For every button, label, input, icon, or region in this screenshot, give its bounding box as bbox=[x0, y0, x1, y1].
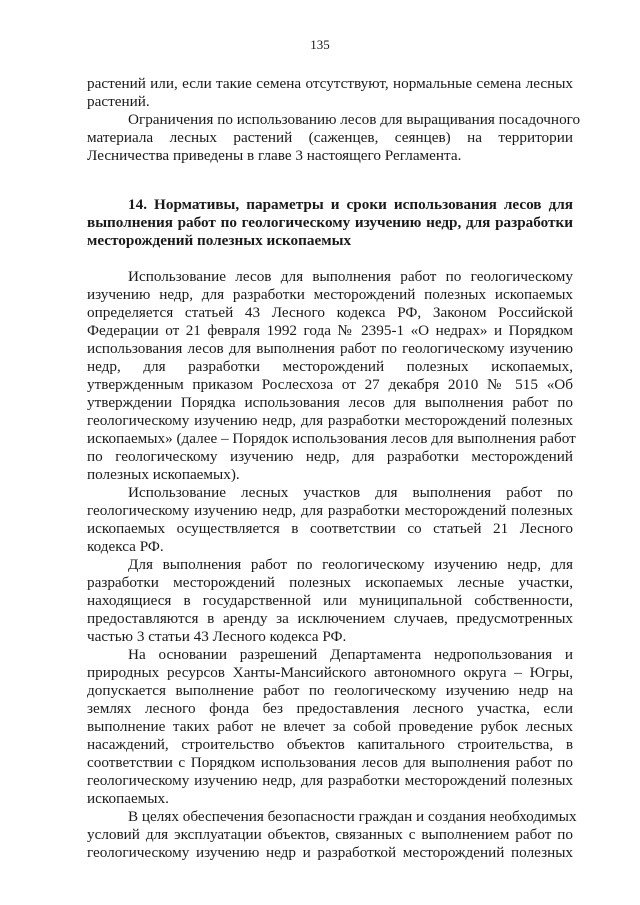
text-line: изучению недр, для разработки месторождений полезных ископаемых bbox=[87, 286, 573, 303]
text-line: Использование лесов для выполнения работ по геологическому bbox=[128, 268, 573, 285]
text-line: частью 3 статьи 43 Лесного кодекса РФ. bbox=[87, 628, 347, 645]
text-line: Для выполнения работ по геологическому изучению недр, для bbox=[128, 556, 573, 573]
text-line: материала лесных растений (саженцев, сеянцев) на территории bbox=[87, 129, 573, 146]
text-line: геологическому изучению недр и разработкой месторождений полезных bbox=[87, 844, 573, 861]
text-line: утверждении Порядка использования лесов для выполнения работ по bbox=[87, 394, 573, 411]
text-line: выполнение таких работ не влечет за собой проведение рубок лесных bbox=[87, 718, 573, 735]
text-line: полезных ископаемых). bbox=[87, 466, 240, 483]
text-line: использования лесов для выполнения работ по геологическому изучению bbox=[87, 340, 573, 357]
text-line: соответствии с Порядком использования лесов для выполнения работ по bbox=[87, 754, 573, 771]
text-line: Федерации от 21 февраля 1992 года № 2395-1 «О недрах» и Порядком bbox=[87, 322, 573, 339]
text-line: находящиеся в государственной или муниципальной собственности, bbox=[87, 592, 573, 609]
text-line: землях лесного фонда без предоставления лесного участка, если bbox=[87, 700, 573, 717]
text-line: Использование лесных участков для выполнения работ по bbox=[128, 484, 573, 501]
text-line: ископаемых. bbox=[87, 790, 169, 807]
text-line: геологическому изучению недр, для разработки месторождений полезных bbox=[87, 502, 573, 519]
section-heading-line: месторождений полезных ископаемых bbox=[87, 232, 352, 249]
text-line: предоставляются в аренду за исключением случаев, предусмотренных bbox=[87, 610, 573, 627]
text-line: ископаемых» (далее – Порядок использования лесов для выполнения работ bbox=[87, 430, 576, 447]
section-heading-line: 14. Нормативы, параметры и сроки использования лесов для bbox=[128, 196, 573, 213]
text-line: В целях обеспечения безопасности граждан и создания необходимых bbox=[128, 808, 577, 825]
text-line: растений. bbox=[87, 93, 150, 110]
text-line: Ограничения по использованию лесов для выращивания посадочного bbox=[128, 111, 581, 128]
text-line: Лесничества приведены в главе 3 настоящего Регламента. bbox=[87, 147, 462, 164]
section-heading-line: выполнения работ по геологическому изучению недр, для разработки bbox=[87, 214, 573, 231]
text-line: разработки месторождений полезных ископаемых лесные участки, bbox=[87, 574, 573, 591]
text-line: условий для эксплуатации объектов, связанных с выполнением работ по bbox=[87, 826, 573, 843]
text-line: На основании разрешений Департамента недропользования и bbox=[128, 646, 573, 663]
text-line: допускается выполнение работ по геологическому изучению недр на bbox=[87, 682, 573, 699]
text-line: ископаемых осуществляется в соответствии со статьей 21 Лесного bbox=[87, 520, 573, 537]
text-line: геологическому изучению недр, для разработки месторождений полезных bbox=[87, 772, 573, 789]
text-line: кодекса РФ. bbox=[87, 538, 164, 555]
text-line: определяется статьей 43 Лесного кодекса РФ, Законом Российской bbox=[87, 304, 573, 321]
text-line: насаждений, строительство объектов капитального строительства, в bbox=[87, 736, 573, 753]
text-line: природных ресурсов Ханты-Мансийского автономного округа – Югры, bbox=[87, 664, 573, 681]
text-line: растений или, если такие семена отсутствуют, нормальные семена лесных bbox=[87, 75, 573, 92]
text-line: недр, для разработки месторождений полезных ископаемых, bbox=[87, 358, 573, 375]
text-line: утвержденным приказом Рослесхоза от 27 декабря 2010 № 515 «Об bbox=[87, 376, 573, 393]
page-number: 135 bbox=[310, 37, 330, 52]
text-line: по геологическому изучению недр, для разработки месторождений bbox=[87, 448, 573, 465]
text-line: геологическому изучению недр, для разработки месторождений полезных bbox=[87, 412, 573, 429]
